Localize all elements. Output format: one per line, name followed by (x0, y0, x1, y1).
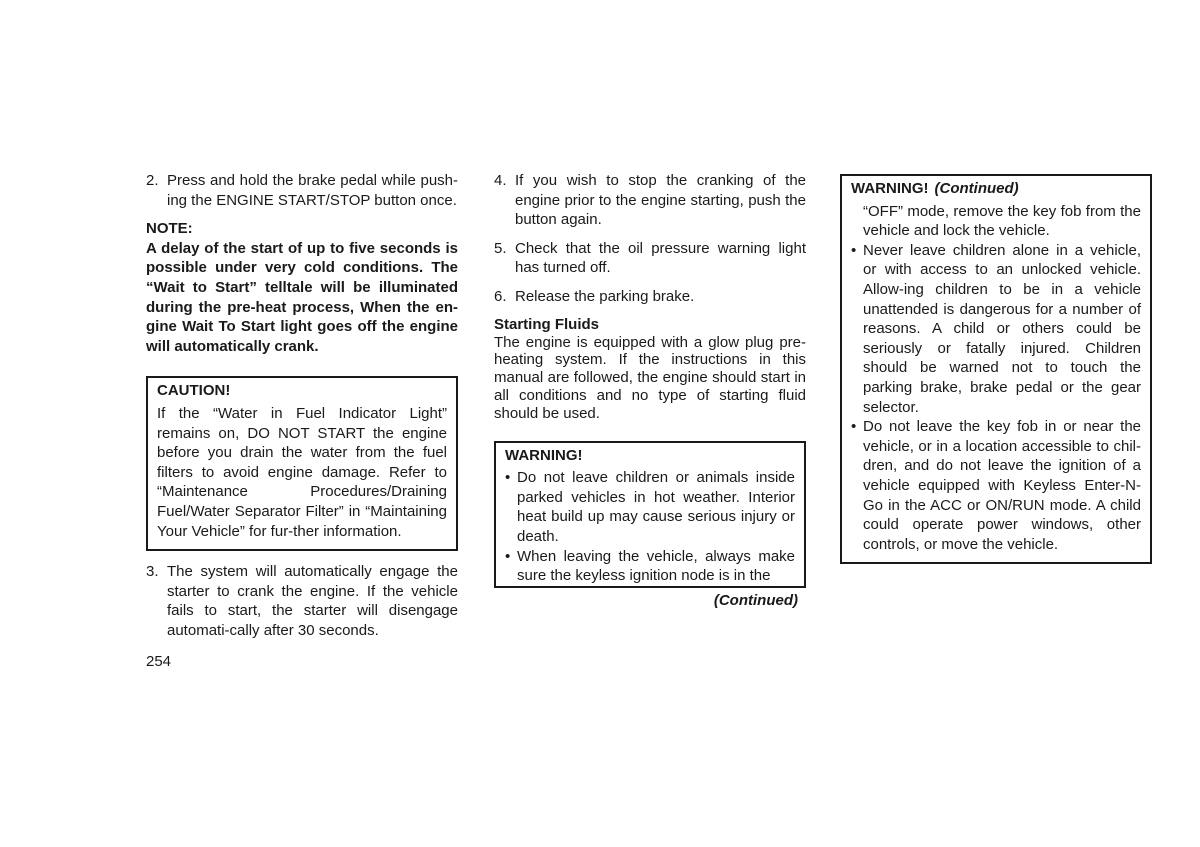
bullet-text: Do not leave the key fob in or near the vehicle, or in a location accessible to chil-dren, and do not leave the ignition of a vehicle equipped with Keyless Enter-N-Go in the ACC or ON/RUN mode. A child could operate power windows, other controls, or move the vehicle. (863, 418, 1141, 553)
warning-bullet (851, 417, 1141, 554)
step-text: Check that the oil pressure warning light has turned off. (515, 239, 806, 277)
continued-label: (Continued) (713, 591, 798, 609)
step-text: If you wish to stop the cranking of the engine prior to the engine starting, push the button again. (515, 172, 806, 229)
warning-bullet (505, 468, 795, 546)
step-6 (494, 287, 806, 307)
warning-bullet (505, 547, 795, 586)
warning-bullet (851, 241, 1141, 417)
caution-title: CAUTION! (157, 382, 231, 400)
bullet-icon: • (851, 241, 857, 259)
step-text: Release the parking brake. (515, 287, 695, 305)
column-left (146, 171, 458, 649)
bullet-icon: • (505, 547, 511, 565)
note-title: NOTE: (146, 220, 193, 238)
step-number: 4. (494, 172, 507, 189)
step-number: 2. (146, 172, 159, 189)
bullet-text: When leaving the vehicle, always make sure the keyless ignition node is in the (517, 547, 795, 585)
step-4 (494, 171, 806, 230)
step-text: The system will automatically engage the starter to crank the engine. If the vehicle fails to start, the starter will disengage automati-cally after 30 seconds. (167, 563, 458, 639)
column-middle (494, 171, 806, 610)
warning-title: WARNING! (505, 446, 583, 464)
step-3 (146, 562, 458, 640)
step-2 (146, 171, 458, 210)
bullet-text: Do not leave children or animals inside parked vehicles in hot weather. Interior heat build up may cause serious injury or death. (517, 469, 795, 545)
bullet-text: Never leave children alone in a vehicle, or with access to an unlocked vehicle. Allow-ing children to be in a vehicle unattended is dangerous for a number of reasons. A child or others could be seriously or fatally injured. Children should be warned not to touch the parking brake, brake pedal or the gear selector. (863, 241, 1141, 416)
warning-title-text: WARNING! (851, 180, 929, 197)
bullet-icon: • (851, 418, 857, 436)
section-heading: Starting Fluids (494, 315, 599, 333)
warning-continuation: “OFF” mode, remove the key fob from the vehicle and lock the vehicle. (863, 202, 1141, 240)
step-5 (494, 239, 806, 278)
step-number: 6. (494, 287, 507, 305)
warning-box (494, 441, 806, 588)
warning-title (851, 179, 1141, 199)
bullet-icon: • (505, 469, 511, 487)
caution-box (146, 376, 458, 551)
section-body: The engine is equipped with a glow plug pre-heating system. If the instructions in this manual are followed, the engine should start in all conditions and no type of starting fluid should be used. (494, 333, 806, 422)
step-number: 5. (494, 239, 507, 257)
caution-body: If the “Water in Fuel Indicator Light” remains on, DO NOT START the engine before you drain the water from the fuel filters to avoid engine damage. Refer to “Maintenance Procedures/Draining Fuel/Water Separator Filter” in “Maintaining Your Vehicle” for fur-ther information. (157, 404, 447, 540)
note-body: A delay of the start of up to five seconds is possible under very cold conditions. The “Wait to Start” telltale will be illuminated during the pre-heat process, When the en-gine Wait To Start light goes off the engine will automatically crank. (146, 239, 458, 355)
column-right (840, 174, 1152, 564)
page-number: 254 (146, 653, 172, 670)
step-text: Press and hold the brake pedal while push-ing the ENGINE START/STOP button once. (167, 172, 458, 209)
step-number: 3. (146, 563, 159, 581)
warning-title-suffix: (Continued) (934, 180, 1019, 197)
warning-continued-box (840, 174, 1152, 564)
